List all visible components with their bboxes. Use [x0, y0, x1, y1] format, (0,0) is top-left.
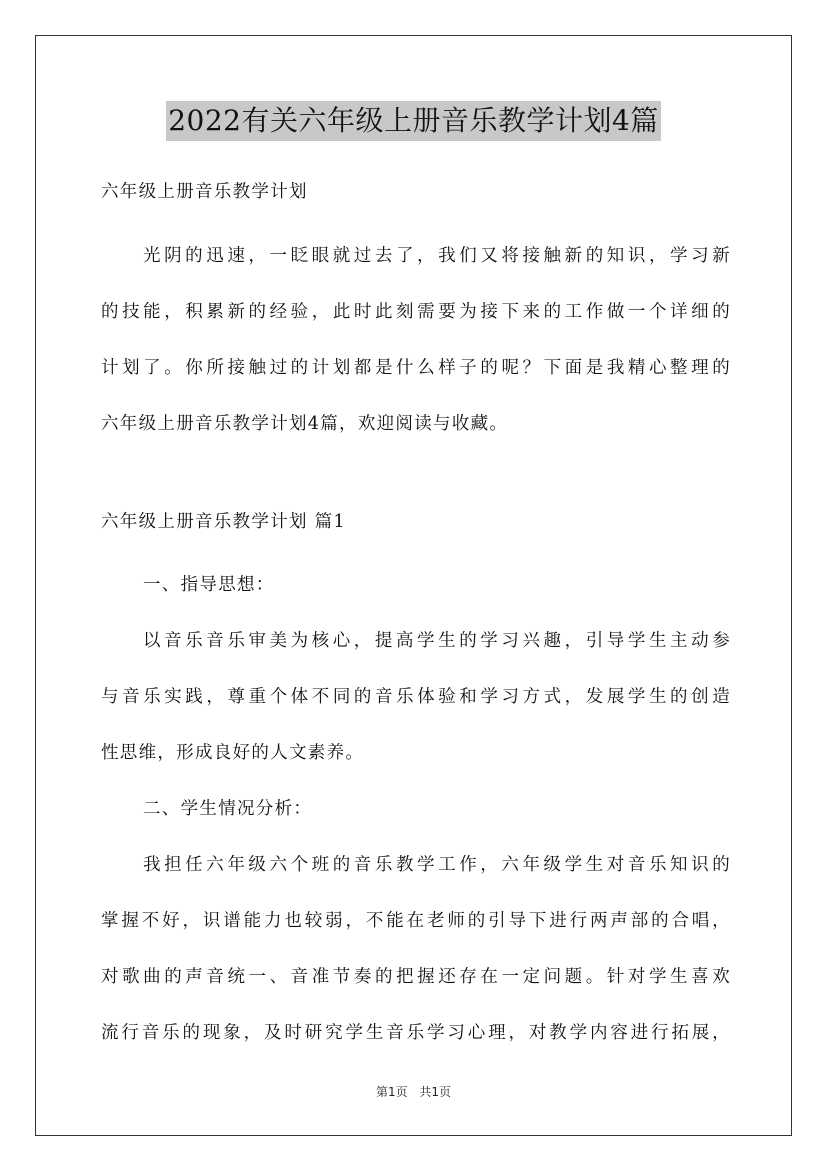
intro-heading: 六年级上册音乐教学计划 — [101, 182, 308, 202]
document-body — [101, 174, 731, 1061]
item-line: 以音乐音乐审美为核心，提高学生的学习兴趣，引导学生主动参 — [143, 631, 731, 651]
intro-line: 六年级上册音乐教学计划4篇，欢迎阅读与收藏。 — [101, 414, 509, 434]
item-line: 与音乐实践，尊重个体不同的音乐体验和学习方式，发展学生的创造 — [101, 687, 731, 707]
section-body — [101, 557, 731, 1061]
page-total: 共1页 — [419, 1085, 452, 1099]
item-line: 掌握不好，识谱能力也较弱，不能在老师的引导下进行两声部的合唱， — [101, 911, 731, 931]
intro-line: 计划了。你所接触过的计划都是什么样子的呢？下面是我精心整理的 — [101, 358, 731, 378]
item-heading: 一、指导思想： — [143, 575, 275, 595]
spacer — [101, 452, 731, 504]
intro-line: 的技能，积累新的经验，此时此刻需要为接下来的工作做一个详细的 — [101, 302, 731, 322]
title-wrap — [0, 101, 827, 141]
page-number: 第1页 — [375, 1085, 408, 1099]
document-title: 2022有关六年级上册音乐教学计划4篇 — [166, 101, 661, 141]
intro-line: 光阴的迅速，一眨眼就过去了，我们又将接触新的知识，学习新 — [143, 246, 731, 266]
section-heading: 六年级上册音乐教学计划 篇1 — [101, 512, 346, 532]
intro-paragraph — [101, 228, 731, 452]
item-line: 对歌曲的声音统一、音准节奏的把握还存在一定问题。针对学生喜欢 — [101, 967, 731, 987]
item-line: 我担任六年级六个班的音乐教学工作，六年级学生对音乐知识的 — [143, 855, 731, 875]
item-line: 性思维，形成良好的人文素养。 — [101, 743, 365, 763]
item-heading: 二、学生情况分析： — [143, 799, 313, 819]
page-footer — [0, 1084, 827, 1100]
item-line: 流行音乐的现象，及时研究学生音乐学习心理，对教学内容进行拓展， — [101, 1023, 731, 1043]
